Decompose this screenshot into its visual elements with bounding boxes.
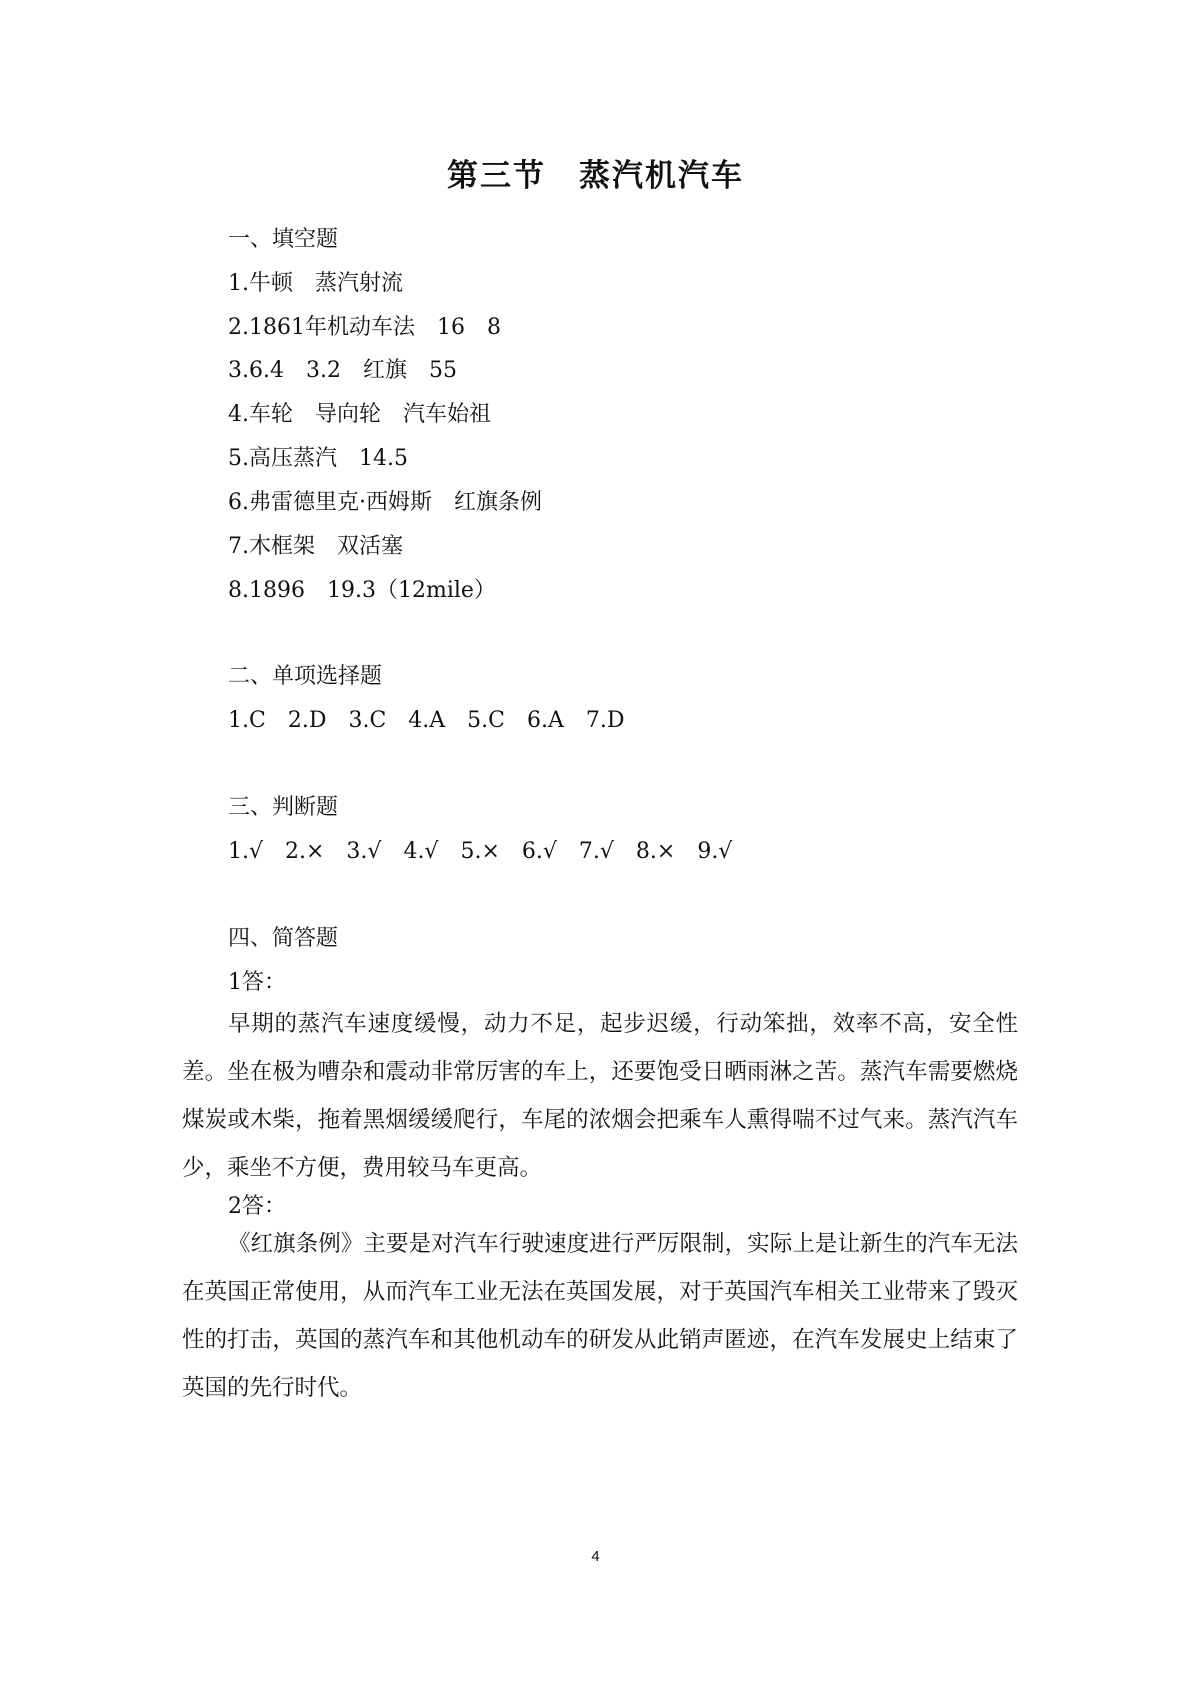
- answer-line: 1.C 2.D 3.C 4.A 5.C 6.A 7.D: [228, 708, 625, 733]
- answer-line: 7.木框架 双活塞: [228, 534, 403, 559]
- answer-line: 6.弗雷德里克·西姆斯 红旗条例: [228, 490, 542, 515]
- answer-line: 1.牛顿 蒸汽射流: [228, 271, 403, 296]
- section-heading-multiple-choice: 二、单项选择题: [228, 664, 383, 689]
- answer-label: 2答：: [228, 1194, 286, 1219]
- answer-line: 2.1861年机动车法 16 8: [228, 315, 501, 340]
- answer-line: 8.1896 19.3（12mile）: [228, 578, 496, 603]
- page-title: 第三节 蒸汽机汽车: [447, 158, 744, 194]
- answer-line: 1.√ 2.× 3.√ 4.√ 5.× 6.√ 7.√ 8.× 9.√: [228, 839, 733, 864]
- answer-paragraph: 《红旗条例》主要是对汽车行驶速度进行严厉限制，实际上是让新生的汽车无法在英国正常使用，从而汽车工业无法在英国发展，对于英国汽车相关工业带来了毁灭性的打击，英国的蒸汽车和其他机动车的研发从此销声匿迹，在汽车发展史上结束了英国的先行时代。: [182, 1231, 1018, 1401]
- answer-paragraph: 早期的蒸汽车速度缓慢，动力不足，起步迟缓，行动笨拙，效率不高，安全性差。坐在极为嘈杂和震动非常厉害的车上，还要饱受日晒雨淋之苦。蒸汽车需要燃烧煤炭或木柴，拖着黑烟缓缓爬行，车尾的浓烟会把乘车人熏得喘不过气来。蒸汽汽车少，乘坐不方便，费用较马车更高。: [182, 1011, 1018, 1181]
- answer-label: 1答：: [228, 970, 286, 995]
- answer-line: 3.6.4 3.2 红旗 55: [228, 358, 457, 383]
- section-heading-true-false: 三、判断题: [228, 795, 339, 820]
- answer-line: 4.车轮 导向轮 汽车始祖: [228, 402, 491, 427]
- answer-line: 5.高压蒸汽 14.5: [228, 446, 408, 471]
- section-heading-short-answer: 四、简答题: [228, 926, 339, 951]
- page-number: 4: [591, 1548, 600, 1565]
- section-heading-fill-in: 一、填空题: [228, 227, 339, 252]
